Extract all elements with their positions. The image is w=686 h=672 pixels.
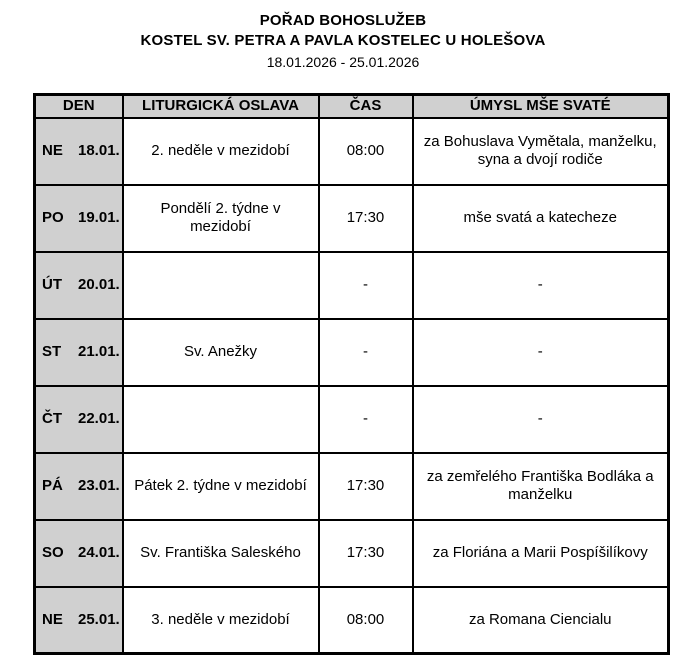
day-cell bbox=[35, 520, 123, 587]
day-abbr: ÚT bbox=[42, 275, 62, 293]
day-date: 18.01. bbox=[78, 141, 120, 159]
intention-cell: - bbox=[413, 252, 669, 319]
header-row bbox=[35, 95, 669, 118]
day-date: 20.01. bbox=[78, 275, 120, 293]
day-date: 22.01. bbox=[78, 409, 120, 427]
time-cell: 17:30 bbox=[319, 185, 413, 252]
time-cell: 08:00 bbox=[319, 118, 413, 185]
table-row bbox=[35, 118, 669, 185]
schedule-table-body bbox=[35, 118, 669, 654]
day-date: 21.01. bbox=[78, 342, 120, 360]
intention-cell: - bbox=[413, 319, 669, 386]
table-row bbox=[35, 453, 669, 520]
celebration-cell bbox=[123, 252, 319, 319]
schedule-table bbox=[33, 93, 670, 655]
schedule-table-header bbox=[35, 95, 669, 118]
table-row bbox=[35, 386, 669, 453]
day-cell bbox=[35, 587, 123, 654]
table-row bbox=[35, 587, 669, 654]
col-header-cas: ČAS bbox=[319, 95, 413, 118]
day-abbr: NE bbox=[42, 610, 63, 628]
day-cell bbox=[35, 252, 123, 319]
day-abbr: ST bbox=[42, 342, 62, 360]
col-header-umysl-mse-svate: ÚMYSL MŠE SVATÉ bbox=[413, 95, 669, 118]
time-cell: - bbox=[319, 319, 413, 386]
time-cell: 17:30 bbox=[319, 520, 413, 587]
celebration-cell bbox=[123, 386, 319, 453]
day-date: 24.01. bbox=[78, 543, 120, 561]
day-abbr: ČT bbox=[42, 409, 62, 427]
day-cell bbox=[35, 319, 123, 386]
title-block bbox=[0, 0, 686, 72]
celebration-cell: Pondělí 2. týdne v mezidobí bbox=[123, 185, 319, 252]
celebration-cell: 2. neděle v mezidobí bbox=[123, 118, 319, 185]
day-cell bbox=[35, 185, 123, 252]
table-row bbox=[35, 252, 669, 319]
intention-cell: za Romana Ciencialu bbox=[413, 587, 669, 654]
time-cell: - bbox=[319, 252, 413, 319]
time-cell: - bbox=[319, 386, 413, 453]
table-row bbox=[35, 319, 669, 386]
day-date: 19.01. bbox=[78, 208, 120, 226]
date-range: 18.01.2026 - 25.01.2026 bbox=[266, 54, 420, 70]
celebration-cell: Sv. Anežky bbox=[123, 319, 319, 386]
day-abbr: PO bbox=[42, 208, 64, 226]
col-header-liturgicka-oslava: LITURGICKÁ OSLAVA bbox=[123, 95, 319, 118]
day-abbr: NE bbox=[42, 141, 63, 159]
intention-cell: - bbox=[413, 386, 669, 453]
day-cell bbox=[35, 118, 123, 185]
intention-cell: za Bohuslava Vymětala, manželku, syna a dvojí rodiče bbox=[413, 118, 669, 185]
time-cell: 08:00 bbox=[319, 587, 413, 654]
day-abbr: SO bbox=[42, 543, 64, 561]
intention-cell: za zemřelého Františka Bodláka a manželku bbox=[413, 453, 669, 520]
day-date: 25.01. bbox=[78, 610, 120, 628]
day-cell bbox=[35, 453, 123, 520]
table-row bbox=[35, 185, 669, 252]
time-cell: 17:30 bbox=[319, 453, 413, 520]
document-subtitle: KOSTEL SV. PETRA A PAVLA KOSTELEC U HOLEŠOVA bbox=[140, 32, 546, 49]
celebration-cell: 3. neděle v mezidobí bbox=[123, 587, 319, 654]
day-date: 23.01. bbox=[78, 476, 120, 494]
table-row bbox=[35, 520, 669, 587]
document-title: POŘAD BOHOSLUŽEB bbox=[259, 12, 427, 29]
day-abbr: PÁ bbox=[42, 476, 63, 494]
col-header-den: DEN bbox=[35, 95, 123, 118]
intention-cell: za Floriána a Marii Pospíšilíkovy bbox=[413, 520, 669, 587]
intention-cell: mše svatá a katecheze bbox=[413, 185, 669, 252]
celebration-cell: Pátek 2. týdne v mezidobí bbox=[123, 453, 319, 520]
celebration-cell: Sv. Františka Saleského bbox=[123, 520, 319, 587]
day-cell bbox=[35, 386, 123, 453]
